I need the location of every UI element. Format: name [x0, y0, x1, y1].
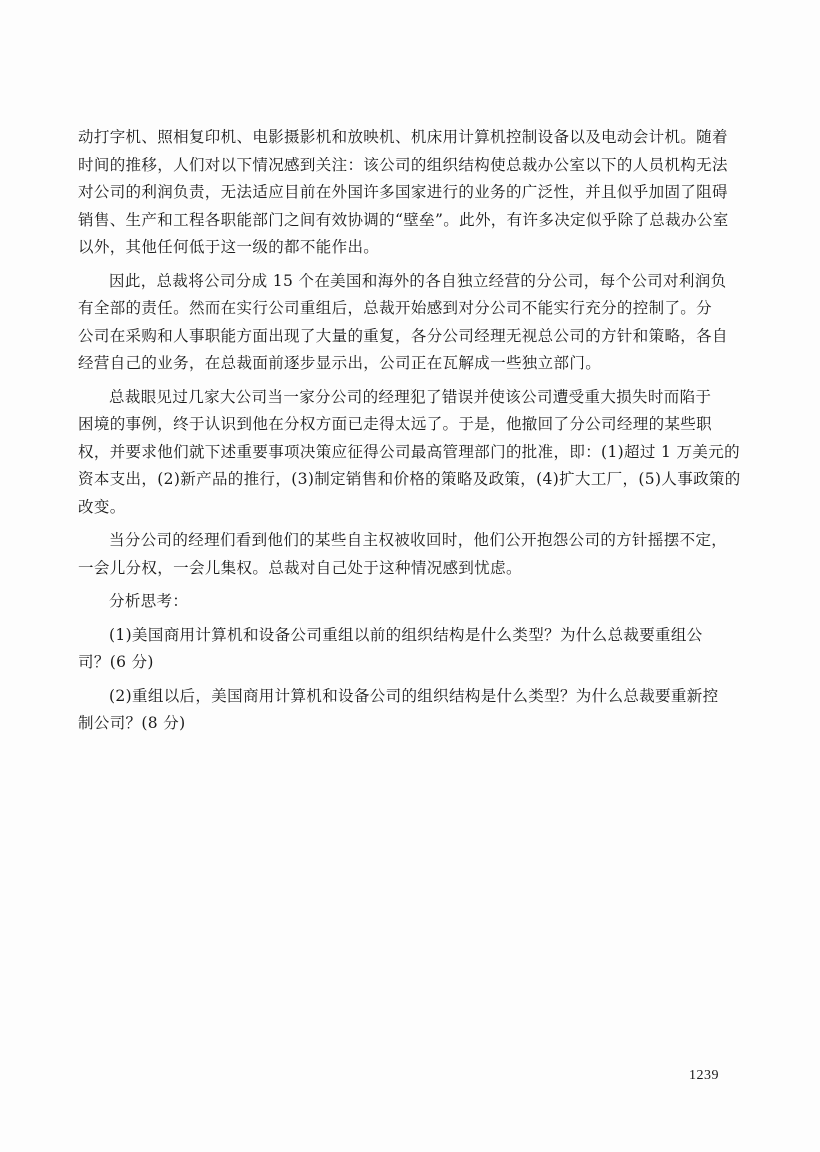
paragraph-1 — [78, 124, 744, 262]
text-line: 改变。 — [78, 497, 126, 516]
paragraph-4 — [78, 527, 744, 582]
text-line: 经营自己的业务，在总裁面前逐步显示出，公司正在瓦解成一些独立部门。 — [78, 354, 602, 372]
text-line: 时间的推移，人们对以下情况感到关注：该公司的组织结构使总裁办公室以下的人员机构无法 — [78, 155, 728, 174]
text-line: 以外，其他任何低于这一级的都不能作出。 — [78, 238, 380, 256]
text-line: 动打字机、照相复印机、电影摄影机和放映机、机床用计算机控制设备以及电动会计机。随着 — [78, 128, 728, 146]
text-line: 销售、生产和工程各职能部门之间有效协调的“壁垒”。此外，有许多决定似乎除了总裁办公室 — [78, 210, 729, 229]
question-1 — [78, 622, 744, 677]
text-line: (1)美国商用计算机和设备公司重组以前的组织结构是什么类型？为什么总裁要重组公 — [109, 625, 703, 644]
text-line: 当分公司的经理们看到他们的某些自主权被收回时，他们公开抱怨公司的方针摇摆不定， — [109, 531, 728, 549]
text-line: 权，并要求他们就下述重要事项决策应征得公司最高管理部门的批准，即：(1)超过 1 万美元的 — [78, 442, 740, 461]
text-line: 公司在采购和人事职能方面出现了大量的重复，各分公司经理无视总公司的方针和策略，各自 — [78, 326, 728, 345]
analysis-heading — [78, 588, 744, 616]
text-line: 制公司？(8 分) — [78, 714, 186, 732]
body-text — [78, 124, 744, 744]
page-number: 1239 — [689, 1068, 719, 1083]
text-line: 一会儿分权，一会儿集权。总裁对自己处于这种情况感到忧虑。 — [78, 558, 522, 577]
text-line: 总裁眼见过几家大公司当一家分公司的经理犯了错误并使该公司遭受重大损失时而陷于 — [109, 387, 712, 406]
text-line: 资本支出，(2)新产品的推行，(3)制定销售和价格的策略及政策，(4)扩大工厂，(5)人事政策的 — [78, 470, 741, 488]
text-line: 分析思考： — [109, 592, 189, 610]
paragraph-2 — [78, 268, 744, 378]
text-line: 有全部的责任。然而在实行公司重组后，总裁开始感到对分公司不能实行充分的控制了。分 — [78, 299, 713, 317]
paragraph-3 — [78, 384, 744, 522]
text-line: (2)重组以后，美国商用计算机和设备公司的组织结构是什么类型？为什么总裁要重新控 — [109, 686, 719, 705]
text-line: 困境的事例，终于认识到他在分权方面已走得太远了。于是，他撤回了分公司经理的某些职 — [78, 415, 713, 433]
text-line: 司？(6 分) — [78, 653, 154, 671]
question-2 — [78, 683, 744, 738]
text-line: 因此，总裁将公司分成 15 个在美国和海外的各自独立经营的分公司，每个公司对利润负 — [109, 271, 727, 290]
text-line: 对公司的利润负责，无法适应目前在外国许多国家进行的业务的广泛性，并且似乎加固了阻碍 — [78, 183, 728, 201]
